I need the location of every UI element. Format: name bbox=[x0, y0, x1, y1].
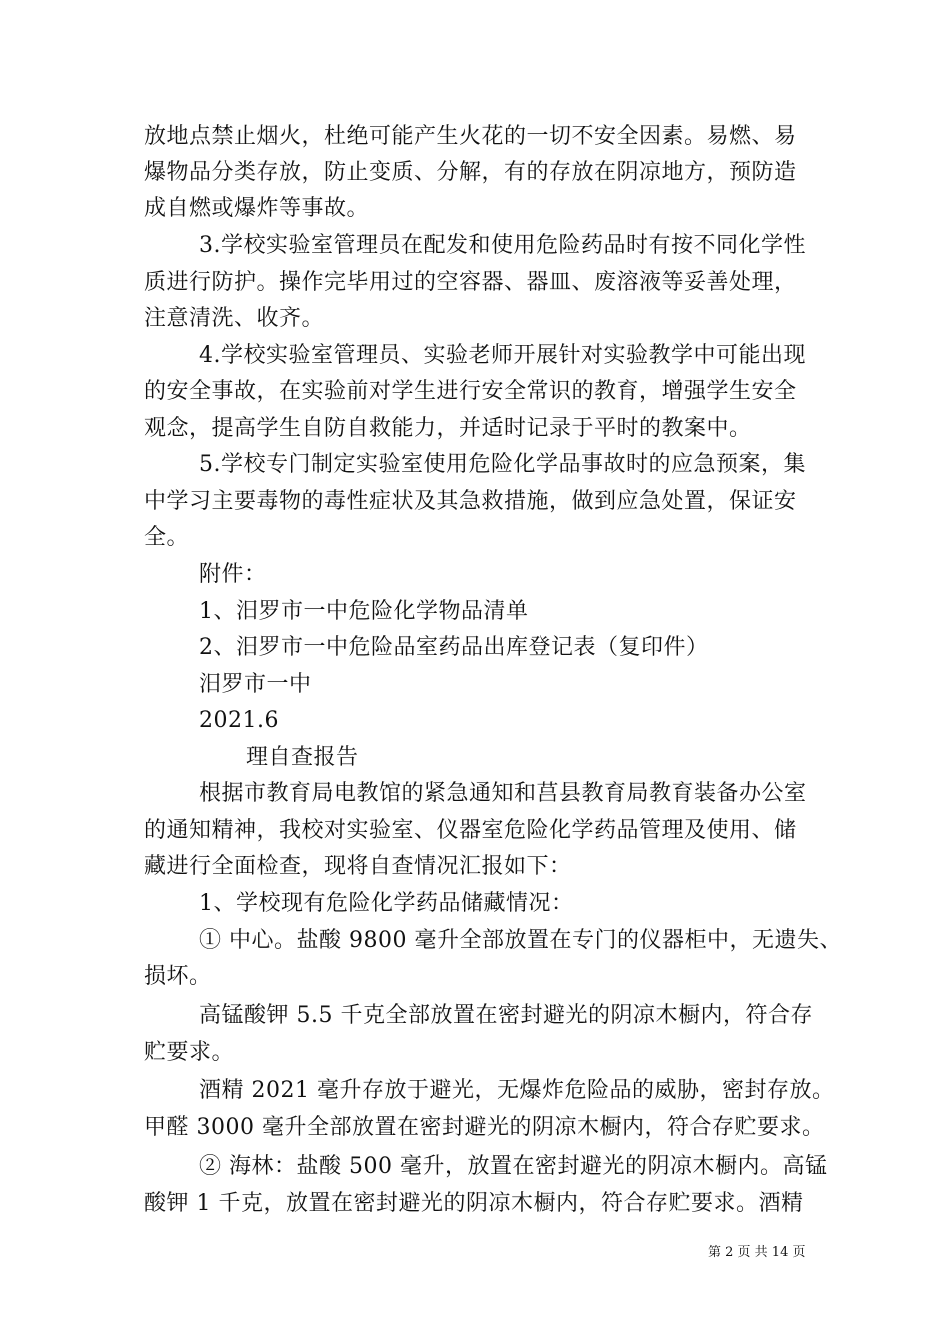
text-line: 1、学校现有危险化学药品储藏情况： bbox=[199, 891, 574, 916]
text-line: 中学习主要毒物的毒性症状及其急救措施，做到应急处置，保证安 bbox=[144, 489, 797, 514]
text-line: ② 海林：盐酸 500 毫升，放置在密封避光的阴凉木橱内。高锰 bbox=[199, 1154, 828, 1179]
text-line: 质进行防护。操作完毕用过的空容器、器皿、废溶液等妥善处理， bbox=[144, 270, 797, 295]
text-line: 损坏。 bbox=[144, 964, 212, 989]
text-line: 放地点禁止烟火，杜绝可能产生火花的一切不安全因素。易燃、易 bbox=[144, 124, 797, 149]
text-line: 3.学校实验室管理员在配发和使用危险药品时有按不同化学性 bbox=[199, 233, 806, 258]
text-line: 酒精 2021 毫升存放于避光，无爆炸危险品的威胁，密封存放。 bbox=[199, 1078, 835, 1103]
attachment-item: 2、汨罗市一中危险品室药品出库登记表（复印件） bbox=[199, 635, 709, 660]
text-line: 甲醛 3000 毫升全部放置在密封避光的阴凉木橱内，符合存贮要求。 bbox=[144, 1115, 825, 1140]
signature-date: 2021.6 bbox=[199, 708, 279, 733]
text-line: 成自燃或爆炸等事故。 bbox=[144, 196, 370, 221]
text-line: 注意清洗、收齐。 bbox=[144, 306, 325, 331]
page-number: 第 2 页 共 14 页 bbox=[708, 1245, 806, 1260]
text-line: 4.学校实验室管理员、实验老师开展针对实验教学中可能出现 bbox=[199, 343, 806, 368]
text-line: 附件： bbox=[199, 562, 267, 587]
signature-organization: 汨罗市一中 bbox=[199, 672, 312, 697]
text-line: 藏进行全面检查，现将自查情况汇报如下： bbox=[144, 854, 572, 879]
text-line: 贮要求。 bbox=[144, 1040, 235, 1065]
text-line: 观念，提高学生自防自救能力，并适时记录于平时的教案中。 bbox=[144, 416, 752, 441]
text-line: ① 中心。盐酸 9800 毫升全部放置在专门的仪器柜中，无遗失、 bbox=[199, 928, 842, 953]
text-line: 的安全事故，在实验前对学生进行安全常识的教育，增强学生安全 bbox=[144, 379, 797, 404]
text-line: 酸钾 1 千克，放置在密封避光的阴凉木橱内，符合存贮要求。酒精 bbox=[144, 1191, 804, 1216]
text-line: 根据市教育局电教馆的紧急通知和莒县教育局教育装备办公室 bbox=[199, 781, 807, 806]
text-line: 的通知精神，我校对实验室、仪器室危险化学药品管理及使用、储 bbox=[144, 818, 797, 843]
text-line: 爆物品分类存放，防止变质、分解，有的存放在阴凉地方，预防造 bbox=[144, 160, 797, 185]
text-line: 高锰酸钾 5.5 千克全部放置在密封避光的阴凉木橱内，符合存 bbox=[199, 1003, 813, 1028]
attachment-item: 1、汨罗市一中危险化学物品清单 bbox=[199, 599, 529, 624]
text-line: 5.学校专门制定实验室使用危险化学品事故时的应急预案，集 bbox=[199, 452, 806, 477]
text-line: 全。 bbox=[144, 525, 190, 550]
section-title: 理自查报告 bbox=[246, 745, 359, 770]
